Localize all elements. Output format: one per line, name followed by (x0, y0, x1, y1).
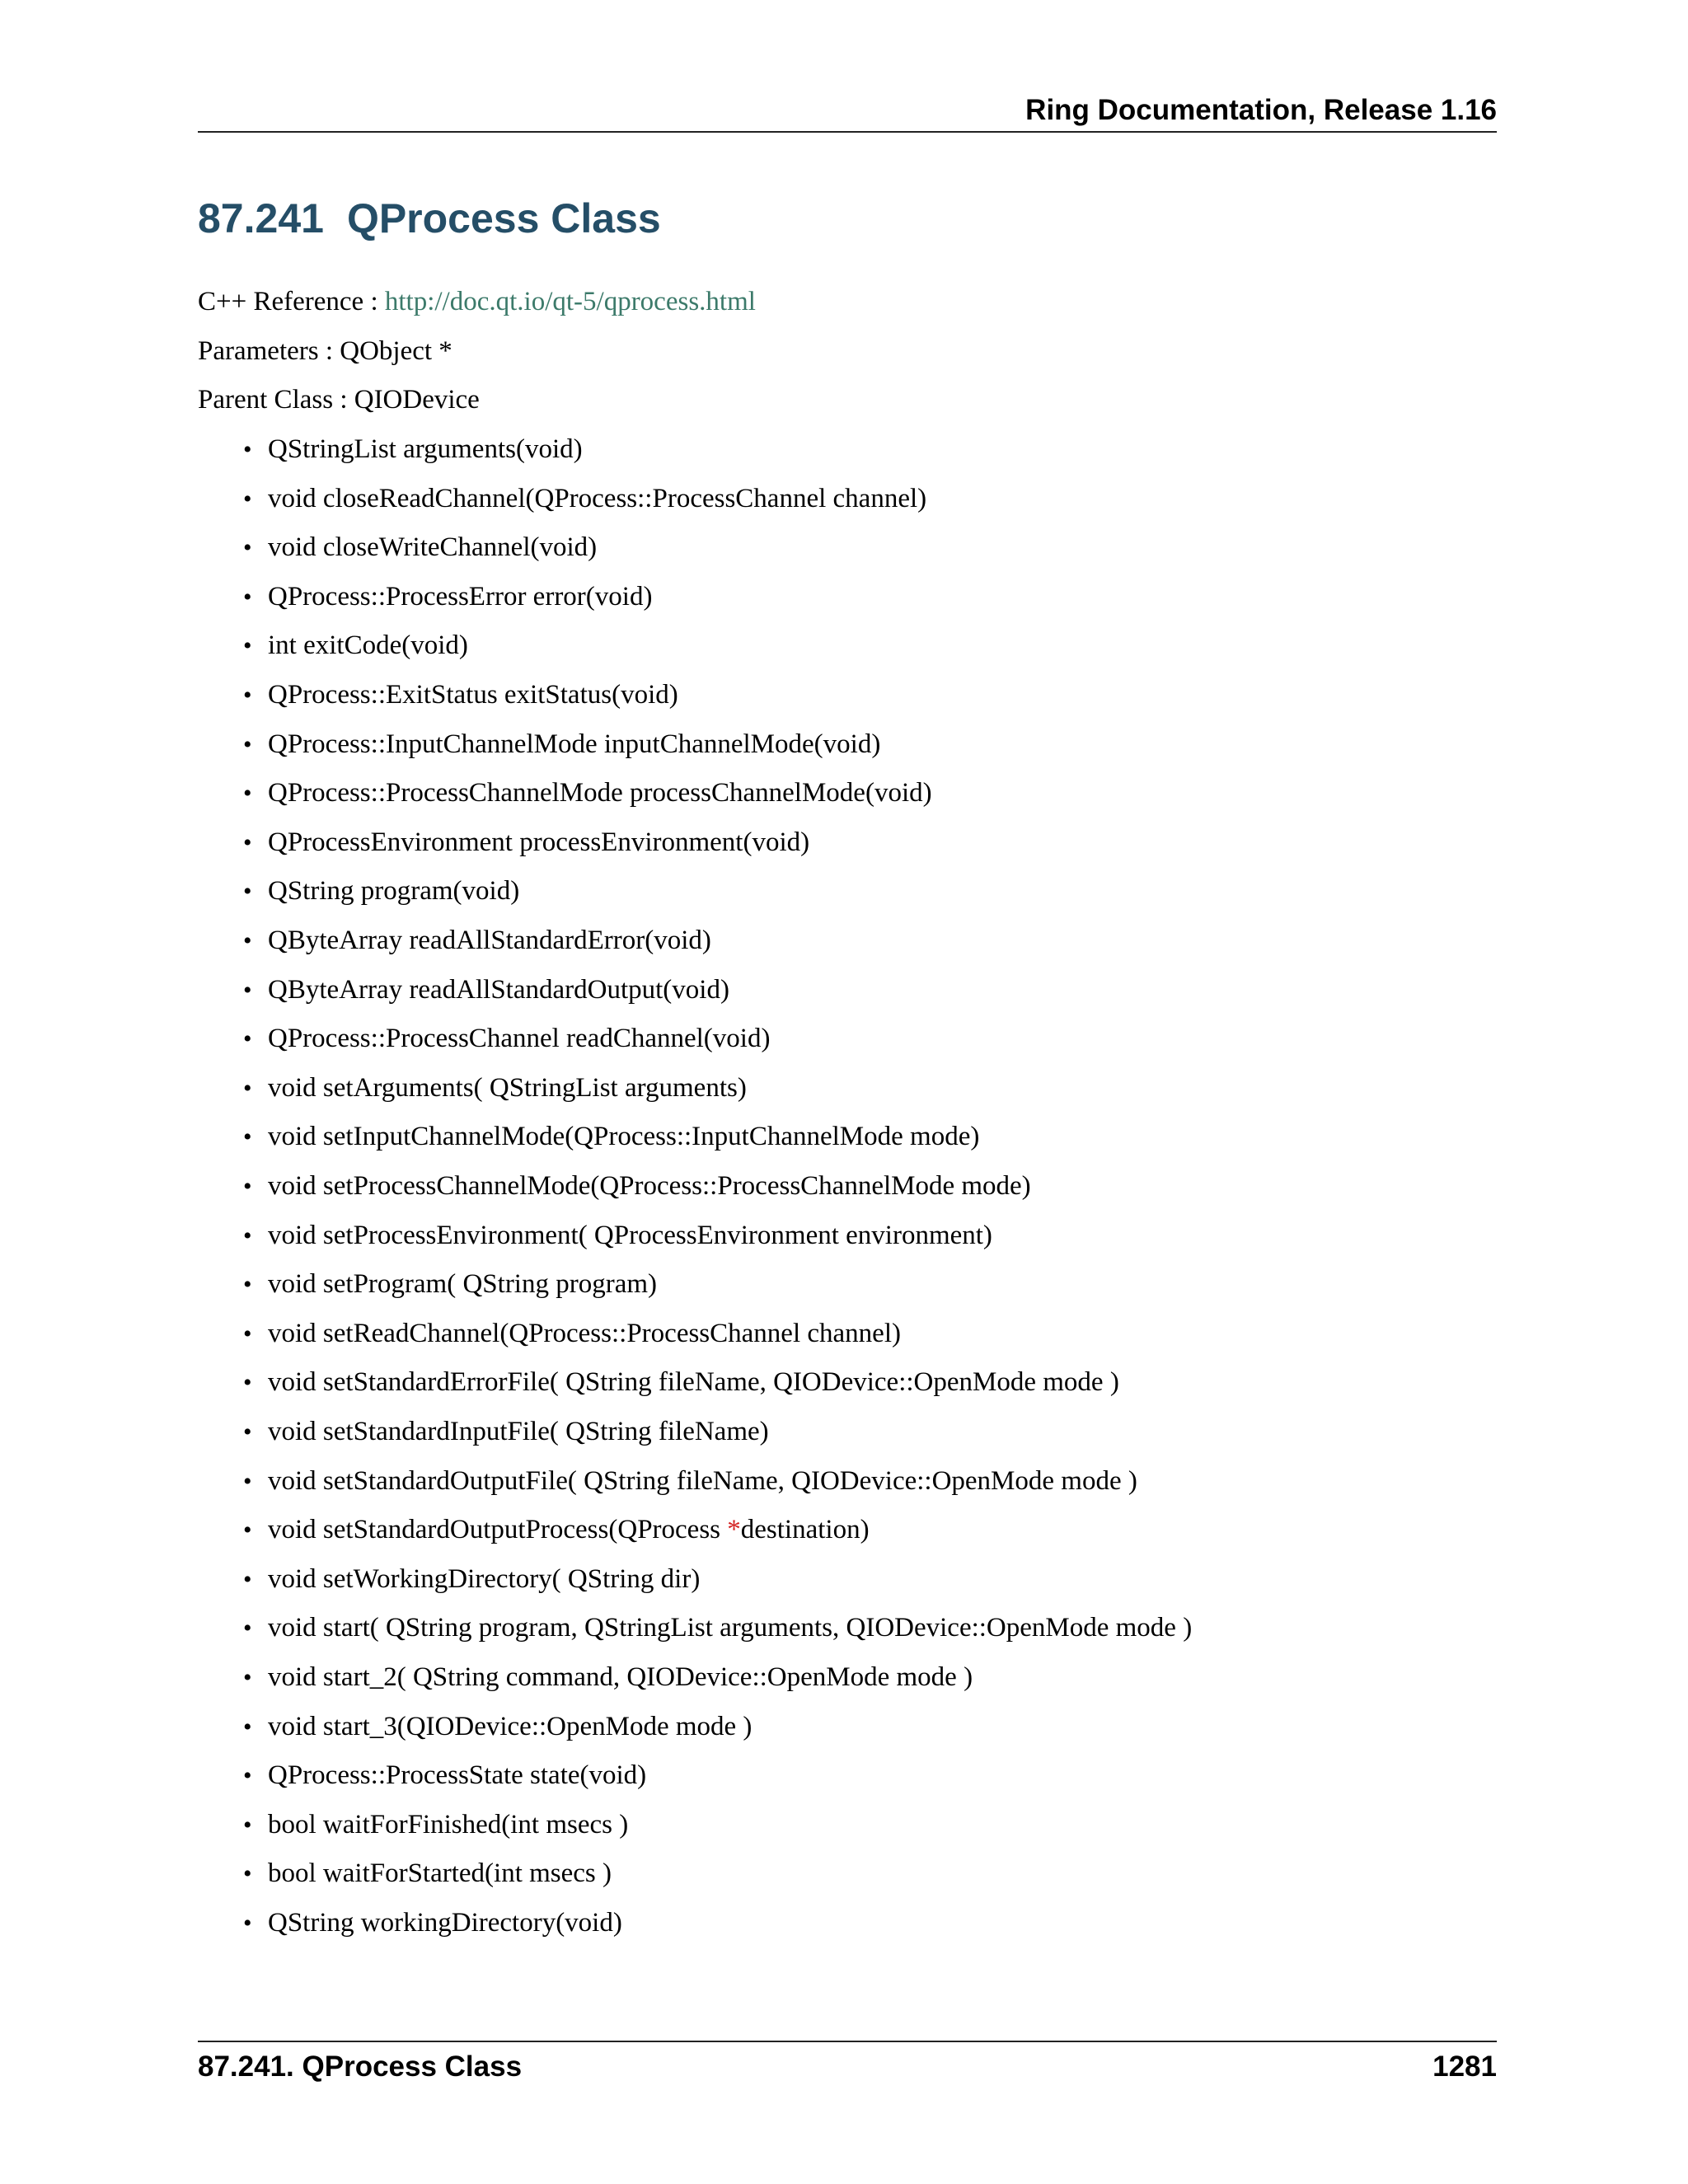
bullet-icon: • (243, 583, 252, 611)
method-item (243, 431, 583, 468)
method-signature: void closeWriteChannel(void) (268, 532, 598, 562)
bullet-icon: • (243, 1123, 252, 1151)
bullet-icon: • (243, 1762, 252, 1789)
method-item (243, 1708, 752, 1746)
method-item (243, 775, 932, 812)
bullet-icon: • (243, 1615, 252, 1642)
method-signature: void start( QString program, QStringList arguments, QIODevice::OpenMode mode ) (268, 1613, 1193, 1643)
bullet-icon: • (243, 1075, 252, 1102)
method-item (243, 1757, 646, 1794)
parameters-line: Parameters : QObject * (198, 336, 452, 366)
method-item (243, 726, 880, 763)
method-signature-tail: destination) (740, 1515, 870, 1544)
method-signature: void setProcessEnvironment( QProcessEnvironment environment) (268, 1221, 992, 1250)
bullet-icon: • (243, 682, 252, 709)
bullet-icon: • (243, 1222, 252, 1249)
bullet-icon: • (243, 1025, 252, 1052)
method-signature: QByteArray readAllStandardError(void) (268, 926, 711, 955)
method-signature: QProcess::InputChannelMode inputChannelMode(void) (268, 729, 881, 759)
method-item (243, 677, 678, 714)
method-signature: QProcess::ExitStatus exitStatus(void) (268, 680, 678, 710)
method-item (243, 922, 711, 959)
method-signature: void setStandardErrorFile( QString fileName, QIODevice::OpenMode mode ) (268, 1367, 1119, 1397)
method-signature: void setInputChannelMode(QProcess::InputChannelMode mode) (268, 1122, 980, 1151)
method-item (243, 1610, 1192, 1647)
method-item (243, 1659, 973, 1696)
bullet-icon: • (243, 436, 252, 463)
bullet-icon: • (243, 1860, 252, 1887)
method-signature: void setStandardOutputProcess(QProcess (268, 1515, 728, 1544)
method-signature: QProcess::ProcessChannel readChannel(void) (268, 1024, 771, 1053)
method-signature: QString workingDirectory(void) (268, 1908, 622, 1938)
method-item (243, 579, 652, 616)
bullet-icon: • (243, 731, 252, 758)
method-item (243, 1118, 979, 1155)
bullet-icon: • (243, 1516, 252, 1544)
method-item (243, 1315, 901, 1352)
bullet-icon: • (243, 1468, 252, 1495)
cpp-reference-label: C++ Reference : (198, 287, 385, 316)
parent-class-line: Parent Class : QIODevice (198, 385, 480, 415)
method-item (243, 1905, 622, 1942)
method-signature: void setStandardInputFile( QString fileName) (268, 1417, 769, 1446)
method-signature: bool waitForStarted(int msecs ) (268, 1858, 612, 1888)
section-title-text: QProcess Class (346, 195, 661, 241)
method-signature: void closeReadChannel(QProcess::ProcessChannel channel) (268, 484, 927, 513)
method-signature: QStringList arguments(void) (268, 434, 583, 464)
method-signature: void setProgram( QString program) (268, 1269, 658, 1299)
method-signature: QProcessEnvironment processEnvironment(void) (268, 827, 810, 857)
method-signature: QString program(void) (268, 876, 520, 906)
method-signature: void start_3(QIODevice::OpenMode mode ) (268, 1712, 753, 1741)
method-signature: bool waitForFinished(int msecs ) (268, 1810, 629, 1840)
footer-divider (198, 2041, 1497, 2042)
method-signature: void start_2( QString command, QIODevice::OpenMode mode ) (268, 1662, 973, 1692)
running-header: Ring Documentation, Release 1.16 (1025, 94, 1497, 126)
method-signature: QProcess::ProcessState state(void) (268, 1760, 647, 1790)
method-signature: QProcess::ProcessError error(void) (268, 582, 653, 612)
method-item (243, 1413, 769, 1451)
bullet-icon: • (243, 1320, 252, 1347)
page-number: 1281 (1432, 2050, 1497, 2083)
method-signature: QProcess::ProcessChannelMode processChannelMode(void) (268, 778, 932, 808)
section-number: 87.241 (198, 195, 324, 241)
cpp-reference-line (198, 284, 756, 320)
bullet-icon: • (243, 632, 252, 659)
header-divider (198, 131, 1497, 133)
method-item (243, 873, 519, 910)
bullet-icon: • (243, 829, 252, 856)
method-signature: QByteArray readAllStandardOutput(void) (268, 975, 729, 1005)
bullet-icon: • (243, 1369, 252, 1396)
bullet-icon: • (243, 1910, 252, 1937)
method-item (243, 1266, 657, 1303)
method-signature: void setStandardOutputFile( QString fileName, QIODevice::OpenMode mode ) (268, 1466, 1137, 1496)
method-item (243, 824, 809, 861)
method-item (243, 1561, 700, 1598)
bullet-icon: • (243, 1713, 252, 1741)
method-item (243, 1364, 1119, 1401)
method-signature: int exitCode(void) (268, 630, 468, 660)
method-item (243, 480, 926, 518)
bullet-icon: • (243, 977, 252, 1004)
bullet-icon: • (243, 878, 252, 905)
method-item (243, 1463, 1137, 1500)
bullet-icon: • (243, 1173, 252, 1200)
method-item (243, 1070, 747, 1107)
bullet-icon: • (243, 485, 252, 513)
method-item (243, 1217, 992, 1254)
method-signature: void setArguments( QStringList arguments) (268, 1073, 747, 1103)
method-signature: void setProcessChannelMode(QProcess::ProcessChannelMode mode) (268, 1171, 1031, 1201)
method-item (243, 529, 597, 566)
method-signature: void setReadChannel(QProcess::ProcessChannel channel) (268, 1319, 901, 1348)
pointer-star: * (727, 1515, 741, 1544)
method-item (243, 1511, 870, 1549)
method-item (243, 1807, 628, 1844)
bullet-icon: • (243, 1811, 252, 1839)
method-item (243, 1020, 770, 1057)
bullet-icon: • (243, 780, 252, 807)
method-item (243, 627, 468, 664)
method-signature: void setWorkingDirectory( QString dir) (268, 1564, 701, 1594)
section-title (198, 192, 661, 245)
method-item (243, 972, 729, 1009)
method-item (243, 1168, 1031, 1205)
bullet-icon: • (243, 1664, 252, 1691)
bullet-icon: • (243, 1271, 252, 1298)
method-item (243, 1855, 612, 1892)
cpp-reference-link[interactable]: http://doc.qt.io/qt-5/qprocess.html (384, 287, 756, 316)
bullet-icon: • (243, 1418, 252, 1446)
footer-section-label: 87.241. QProcess Class (198, 2050, 523, 2083)
bullet-icon: • (243, 927, 252, 954)
bullet-icon: • (243, 534, 252, 561)
bullet-icon: • (243, 1566, 252, 1593)
